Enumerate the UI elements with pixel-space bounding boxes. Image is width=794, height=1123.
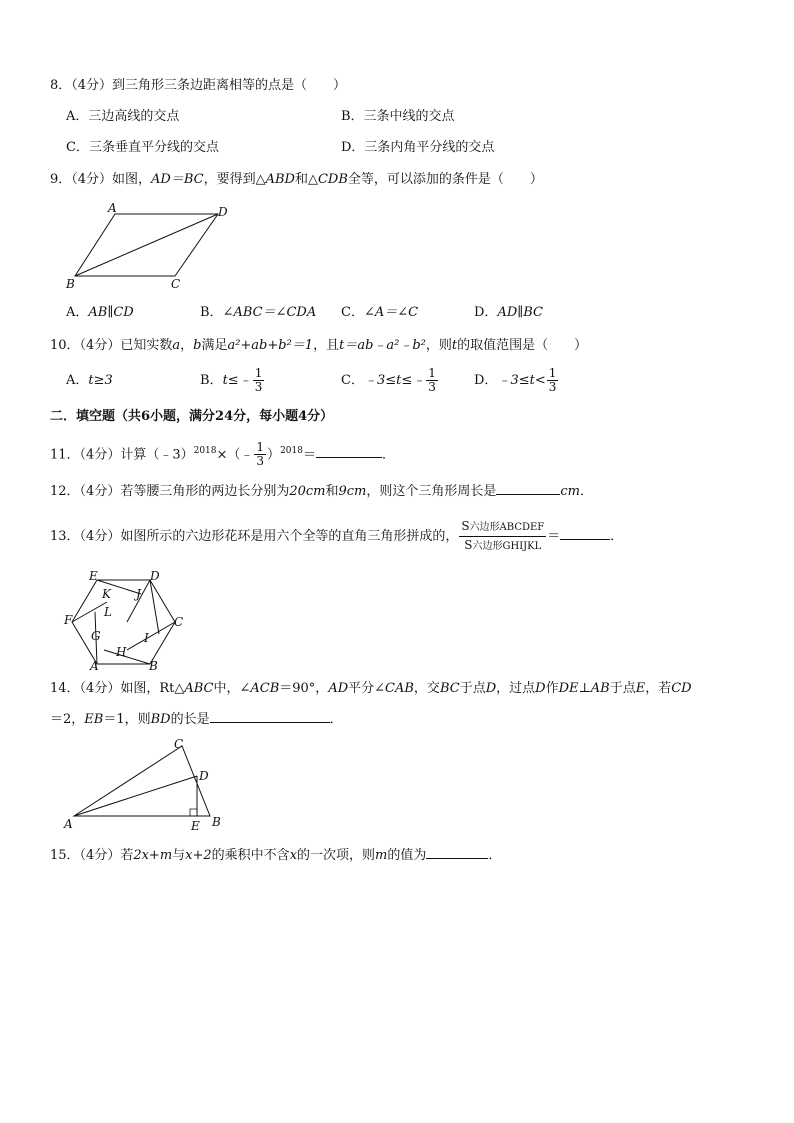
q13-label-j: J: [136, 587, 141, 601]
q13-label-g: G: [91, 629, 101, 643]
q13-hexagon-figure: [62, 568, 187, 672]
q13-label-i: I: [144, 631, 149, 645]
q15-stem: 15．（4分）若2x+m与x+2的乘积中不含x的一次项，则m的值为 ．: [50, 848, 502, 863]
q9-parallelogram-figure: [60, 198, 240, 294]
q13-label-k: K: [102, 587, 111, 601]
q10-stem: 10．（4分）已知实数a，b满足a²+ab+b²＝1，且t＝ab﹣a²﹣b²，则t的取值范围是（ ）: [50, 338, 588, 353]
q11-stem: 11．（4分）计算（﹣3）$^{2018}$×（﹣ $\frac{1}{3}$ ）$^{2018}$＝ ．: [50, 440, 395, 469]
q15-answer-blank[interactable]: [426, 846, 488, 859]
q9-label-d: D: [218, 205, 228, 219]
q11-answer-blank[interactable]: [316, 445, 382, 458]
q8-option-d: D．三条内角平分线的交点: [341, 140, 495, 155]
q10-option-c: C．﹣3≤t≤﹣ $\frac{1}{3}$: [341, 366, 436, 394]
q14-label-e: E: [191, 819, 200, 833]
q9-label-a: A: [108, 201, 117, 215]
q9-option-d: D．AD∥BC: [474, 305, 543, 320]
q13-label-f: F: [64, 613, 73, 627]
q13-label-b: B: [149, 659, 158, 672]
q9-option-a: A．AB∥CD: [66, 305, 134, 320]
q10-option-c-fraction: $\frac{1}{3}$: [428, 366, 436, 394]
q10-option-a: A．t≥3: [66, 373, 113, 388]
q8-option-c: C．三条垂直平分线的交点: [66, 140, 219, 155]
q14-answer-blank[interactable]: [210, 710, 330, 723]
q14-label-b: B: [212, 815, 221, 829]
q14-label-a: A: [64, 817, 73, 831]
q9-option-c: C．∠A＝∠C: [341, 305, 419, 320]
q9-label-c: C: [171, 277, 181, 291]
q10-option-b-fraction: $\frac{1}{3}$: [254, 366, 263, 394]
q12-stem: 12．（4分）若等腰三角形的两边长分别为20cm和9cm，则这个三角形周长是 cm．: [50, 484, 594, 499]
q14-stem-line-1: 14．（4分）如图，Rt△ABC中，∠ACB＝90°，AD平分∠CAB，交BC于点D，过点D作DE⊥AB于点E，若CD: [50, 681, 692, 696]
q13-label-e: E: [89, 569, 98, 583]
q13-label-h: H: [116, 645, 127, 659]
q14-stem-line-2: ＝2，EB＝1，则BD的长是 ．: [50, 712, 343, 727]
q12-answer-blank[interactable]: [496, 482, 560, 495]
q14-triangle-figure: [60, 734, 230, 834]
section-2-heading: 二．填空题（共6小题，满分24分，每小题4分）: [50, 409, 334, 424]
q14-label-d: D: [199, 769, 209, 783]
q9-label-b: B: [66, 277, 75, 291]
q13-answer-blank[interactable]: [560, 527, 610, 540]
q13-label-d: D: [150, 569, 160, 583]
q13-label-a: A: [90, 659, 99, 672]
q14-label-c: C: [174, 737, 184, 751]
q8-stem: 8．（4分）到三角形三条边距离相等的点是（ ）: [50, 78, 347, 93]
q10-option-b: B．t≤﹣ $\frac{1}{3}$: [200, 366, 263, 394]
q13-area-ratio-fraction: $\frac{\text{S六边形ABCDEF}}{\text{S六边形GHIJKL}}$: [461, 519, 545, 552]
q8-option-a: A．三边高线的交点: [66, 109, 180, 124]
q13-stem: 13．（4分）如图所示的六边形花环是用六个全等的直角三角形拼成的， $\frac{\text{S六边形ABCDEF}}{\text{S六边形GHIJKL}}$ ＝ ．: [50, 517, 623, 557]
q9-stem: 9．（4分）如图，AD＝BC，要得到△ABD和△CDB全等，可以添加的条件是（ ）: [50, 172, 543, 187]
q10-option-d-fraction: $\frac{1}{3}$: [548, 366, 557, 394]
q13-label-c: C: [174, 615, 184, 629]
q8-option-b: B．三条中线的交点: [341, 109, 455, 124]
q10-option-d: D．﹣3≤t< $\frac{1}{3}$: [474, 366, 557, 394]
q9-option-b: B．∠ABC＝∠CDA: [200, 305, 317, 320]
q11-fraction: $\frac{1}{3}$: [256, 440, 265, 469]
q13-label-l: L: [104, 605, 112, 619]
